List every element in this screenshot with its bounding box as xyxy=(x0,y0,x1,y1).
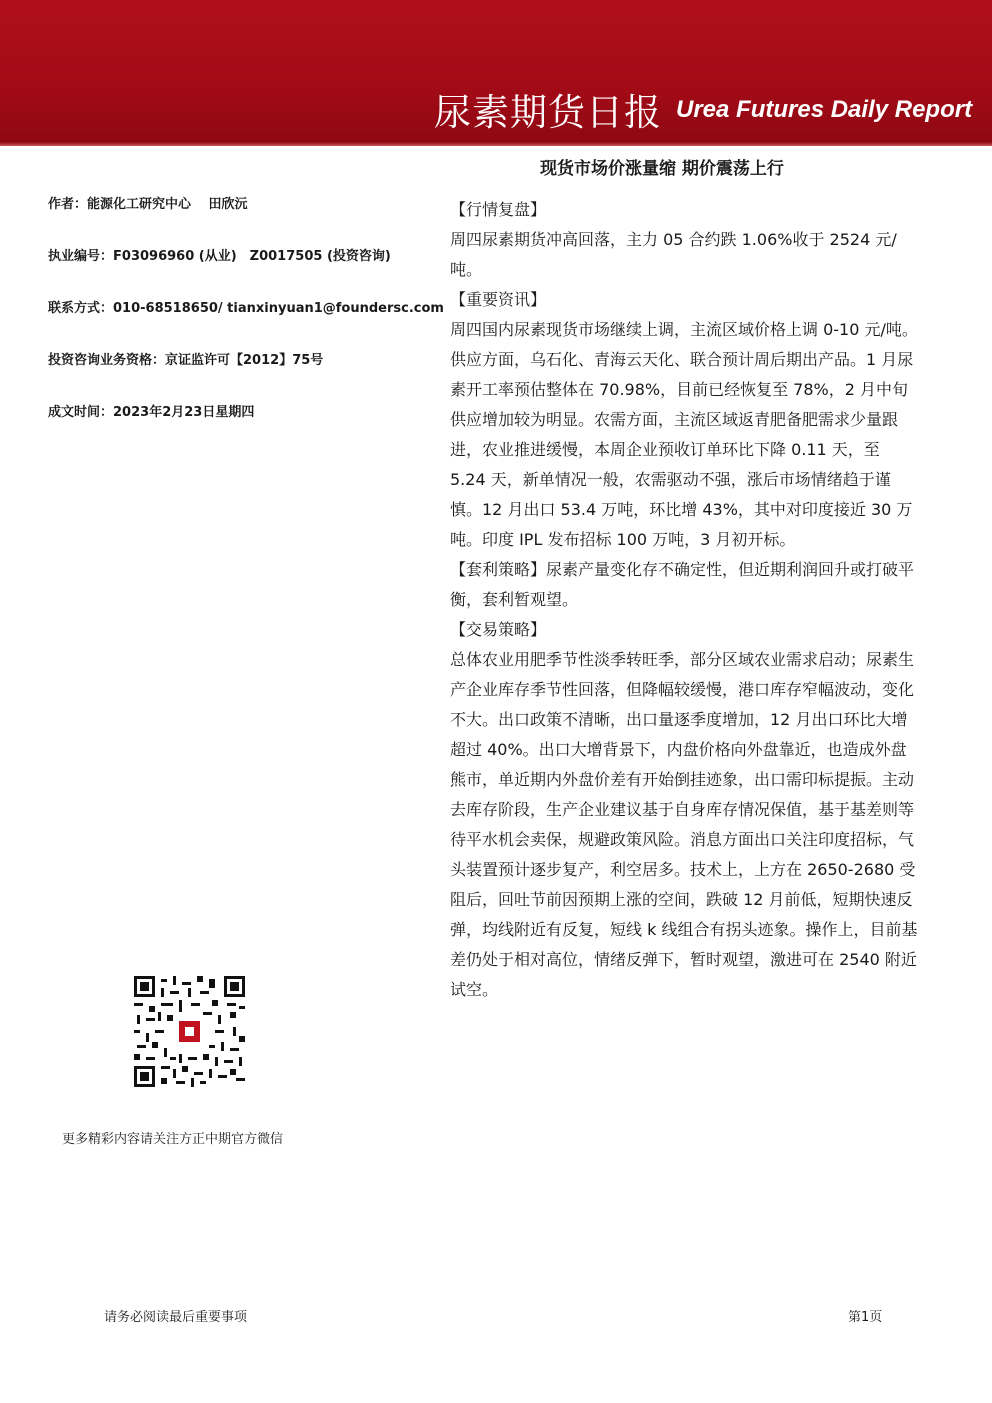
page-number: 第1页 xyxy=(848,1310,883,1325)
review-heading: 【行情复盘】 xyxy=(450,200,547,219)
contact-value[interactable]: 010-68518650/ tianxinyuan1@foundersc.com xyxy=(113,301,444,316)
footer-notice: 请务必阅读最后重要事项 xyxy=(104,1310,248,1325)
author-line xyxy=(48,193,248,212)
qr-code-icon xyxy=(134,976,245,1087)
news-text: 周四国内尿素现货市场继续上调，主流区域价格上调 0-10 元/吨。供应方面，乌石化、青海云天化、联合预计周后期出产品。1 月尿素开工率预估整体在 70.98%，目前已经恢复至 78%，2 月中旬供应增加较为明显。农需方面，主流区域返青肥备肥需求少量跟进，农业推进缓慢，本周企业预收订单环比下降 0.11 天，至 5.24 天，新单情况一般，农需驱动不强，涨后市场情绪趋于谨慎。12 月出口 53.4 万吨，环比增 43%，其中对印度接近 30 万吨。印度 IPL 发布招标 100 万吨，3 月初开标。 xyxy=(450,320,918,549)
news-heading: 【重要资讯】 xyxy=(450,290,547,309)
report-title-cn: 尿素期货日报 xyxy=(434,91,662,134)
qualification-line xyxy=(48,349,323,368)
report-subtitle: 现货市场价涨量缩 期价震荡上行 xyxy=(540,159,784,179)
qualification-value: 京证监许可【2012】75号 xyxy=(165,353,324,368)
review-text: 周四尿素期货冲高回落，主力 05 合约跌 1.06%收于 2524 元/吨。 xyxy=(450,230,897,279)
arb-text: 尿素产量变化存不确定性，但近期利润回升或打破平衡，套利暂观望。 xyxy=(450,560,915,609)
date-value: 2023年2月23日星期四 xyxy=(113,405,255,420)
report-body xyxy=(450,195,920,1005)
date-label: 成文时间： xyxy=(48,405,114,420)
trade-text: 总体农业用肥季节性淡季转旺季，部分区域农业需求启动；尿素生产企业库存季节性回落，但降幅较缓慢，港口库存窄幅波动，变化不大。出口政策不清晰，出口量逐季度增加，12 月出口环比大增超过 40%。出口大增背景下，内盘价格向外盘靠近，也造成外盘熊市，单近期内外盘价差有开始倒挂迹象，出口需印标提振。主动去库存阶段，生产企业建议基于自身库存情况保值，基于基差则等待平水机会卖保，规避政策风险。消息方面出口关注印度招标，气头装置预计逐步复产，利空居多。技术上，上方在 2650-2680 受阻后，回吐节前因预期上涨的空间，跌破 12 月前低，短期快速反弹，均线附近有反复，短线 k 线组合有拐头迹象。操作上，目前基差仍处于相对高位，情绪反弹下，暂时观望，激进可在 2540 附近试空。 xyxy=(450,650,918,999)
report-title-en: Urea Futures Daily Report xyxy=(676,96,973,123)
contact-line xyxy=(48,297,444,316)
license-value: F03096960 (从业) Z0017505 (投资咨询) xyxy=(113,249,391,264)
arb-heading: 【套利策略】 xyxy=(450,560,547,579)
date-line xyxy=(48,401,254,420)
qr-caption: 更多精彩内容请关注方正中期官方微信 xyxy=(62,1132,284,1147)
license-line xyxy=(48,245,391,264)
trade-heading: 【交易策略】 xyxy=(450,620,547,639)
contact-label: 联系方式： xyxy=(48,301,114,316)
qualification-label: 投资咨询业务资格： xyxy=(48,353,166,368)
author-value: 能源化工研究中心 田欣沅 xyxy=(87,197,248,212)
author-label: 作者： xyxy=(48,197,88,212)
header-divider xyxy=(0,142,992,146)
arb-paragraph xyxy=(450,555,920,615)
license-label: 执业编号： xyxy=(48,249,114,264)
